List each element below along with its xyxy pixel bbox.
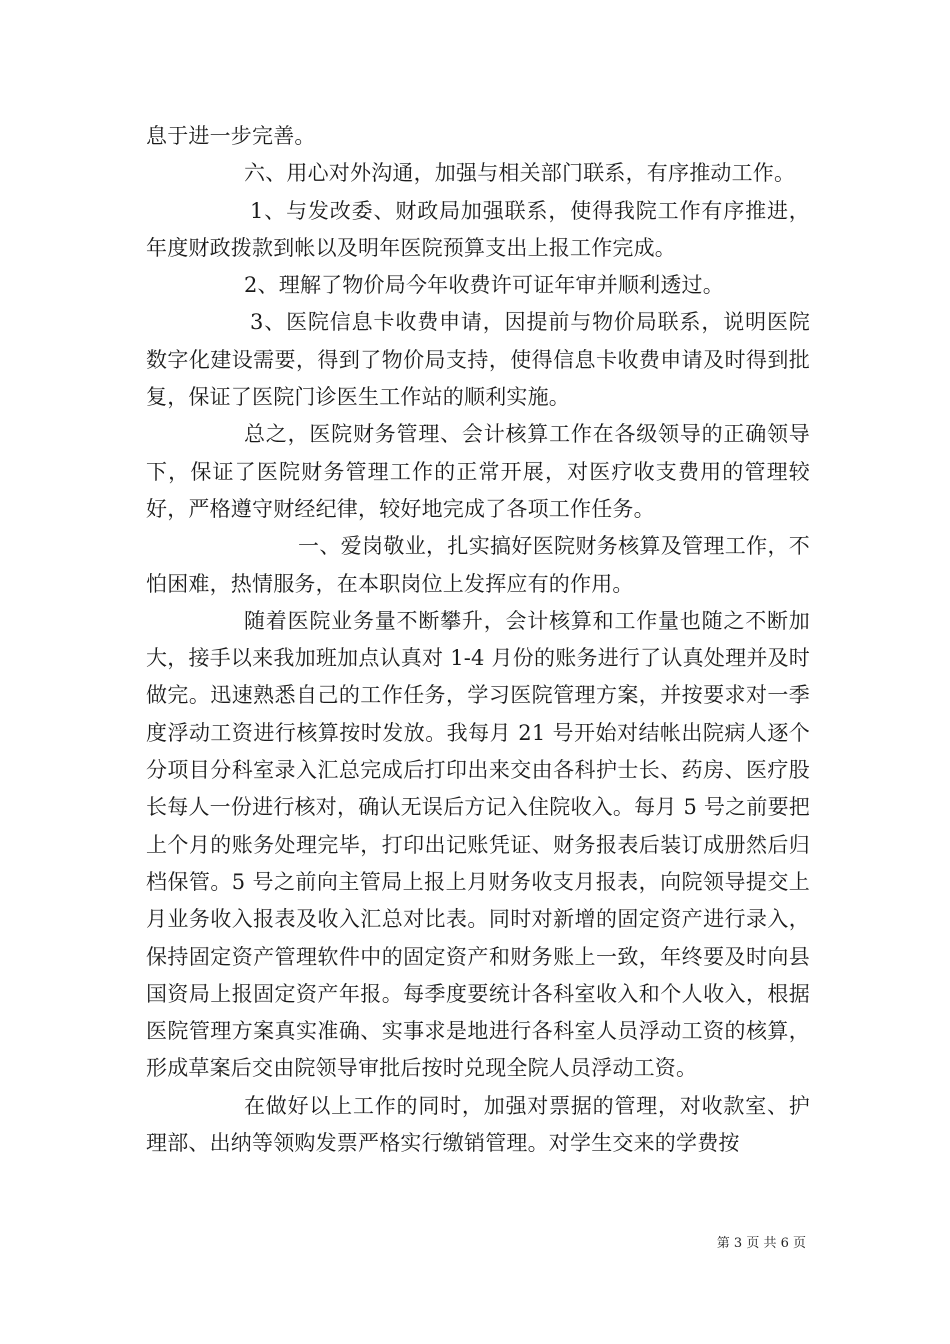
page-number-footer: 第 3 页 共 6 页: [716, 1236, 806, 1251]
paragraph-summary: 总之，医院财务管理、会计核算工作在各级领导的正确领导下，保证了医院财务管理工作的正常开展，对医疗收支费用的管理较好，严格遵守财经纪律，较好地完成了各项工作任务。: [146, 422, 810, 521]
paragraph-section-one-heading: 一、爱岗敬业，扎实搞好医院财务核算及管理工作，不怕困难，热情服务，在本职岗位上发挥应有的作用。: [146, 534, 810, 596]
paragraph-section-six-heading: 六、用心对外沟通，加强与相关部门联系，有序推动工作。: [244, 161, 796, 186]
paragraph-accounting-work: 随着医院业务量不断攀升，会计核算和工作量也随之不断加大，接手以来我加班加点认真对 1-4 月份的账务进行了认真处理并及时做完。迅速熟悉自己的工作任务，学习医院管理方案，并按要求对一季度浮动工资进行核算按时发放。我每月 21 号开始对结帐出院病人逐个分项目分科室录入汇总完成后打印出来交由各科护士长、药房、医疗股长每人一份进行核对，确认无误后方记入住院收入。每月 5 号之前要把上个月的账务处理完毕，打印出记账凭证、财务报表后装订成册然后归档保管。5 号之前向主管局上报上月财务收支月报表，向院领导提交上月业务收入报表及收入汇总对比表。同时对新增的固定资产进行录入，保持固定资产管理软件中的固定资产和财务账上一致，年终要及时向县国资局上报固定资产年报。每季度要统计各科室收入和个人收入，根据医院管理方案真实准确、实事求是地进行各科室人员浮动工资的核算，形成草案后交由院领导审批后按时兑现全院人员浮动工资。: [146, 608, 810, 1081]
paragraph-item-3: 3、医院信息卡收费申请，因提前与物价局联系，说明医院数字化建设需要，得到了物价局支持，使得信息卡收费申请及时得到批复，保证了医院门诊医生工作站的顺利实施。: [146, 310, 810, 410]
paragraph-item-1: 1、与发改委、财政局加强联系，使得我院工作有序推进，年度财政拨款到帐以及明年医院预算支出上报工作完成。: [146, 198, 810, 260]
paragraph-item-2: 2、理解了物价局今年收费许可证年审并顺利透过。: [244, 273, 724, 298]
paragraph-continuation: 息于进一步完善。: [146, 124, 316, 148]
document-body: [146, 118, 810, 1162]
paragraph-invoice-management: 在做好以上工作的同时，加强对票据的管理，对收款室、护理部、出纳等领购发票严格实行缴销管理。对学生交来的学费按: [146, 1093, 810, 1156]
